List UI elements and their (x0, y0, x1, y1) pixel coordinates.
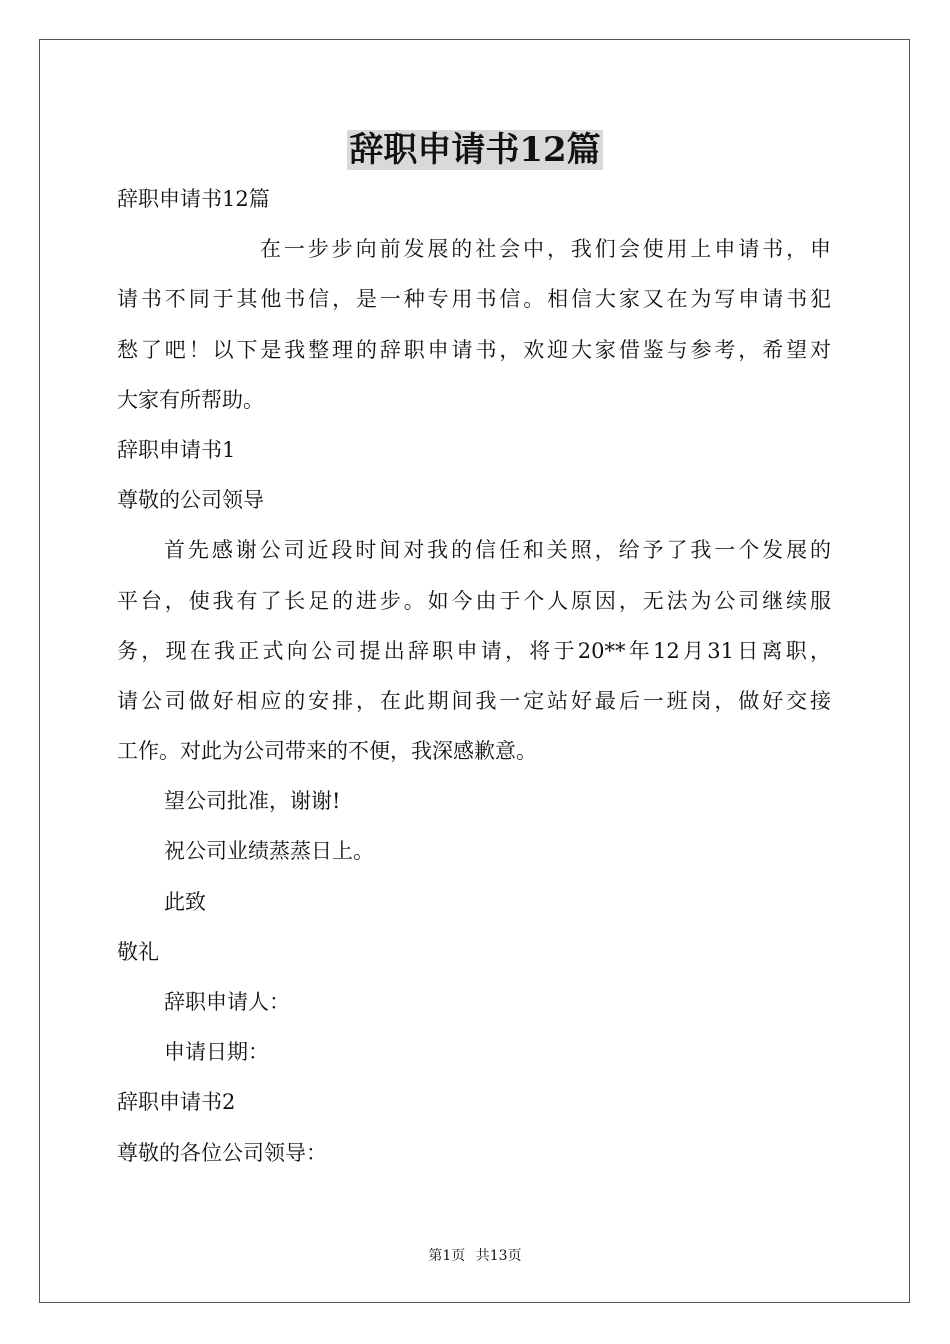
letter1-applicant: 辞职申请人： (164, 990, 290, 1014)
letter2-heading: 辞职申请书2 (117, 1090, 236, 1115)
page-footer (0, 1246, 950, 1266)
letter1-salutation: 尊敬的公司领导 (117, 488, 264, 513)
document-title-text: 辞职申请书12篇 (349, 130, 601, 170)
letter1-body-line-4: 请公司做好相应的安排，在此期间我一定站好最后一班岗，做好交接 (117, 688, 831, 713)
page-number: 第1页 (428, 1248, 466, 1264)
letter1-body-line-3: 务，现在我正式向公司提出辞职申请，将于20**年12月31日离职， (117, 638, 831, 663)
letter1-body-line-2: 平台，使我有了长足的进步。如今由于个人原因，无法为公司继续服 (117, 588, 831, 613)
document-title (0, 126, 950, 174)
letter1-closing-2: 敬礼 (117, 939, 159, 964)
intro-line-2: 请书不同于其他书信，是一种专用书信。相信大家又在为写申请书犯 (117, 287, 831, 312)
subtitle: 辞职申请书12篇 (117, 187, 270, 211)
document-body (117, 174, 837, 1178)
letter1-wish: 祝公司业绩蒸蒸日上。 (164, 839, 374, 864)
letter2-salutation: 尊敬的各位公司领导： (117, 1140, 327, 1165)
letter1-body-line-5: 工作。对此为公司带来的不便，我深感歉意。 (117, 739, 537, 764)
letter1-hope: 望公司批准，谢谢! (164, 789, 341, 814)
intro-line-4: 大家有所帮助。 (117, 387, 264, 412)
letter1-closing-1: 此致 (164, 889, 206, 914)
letter1-heading: 辞职申请书1 (117, 437, 236, 462)
page-total: 共13页 (475, 1248, 522, 1264)
intro-line-1: 在一步步向前发展的社会中，我们会使用上申请书，申 (260, 237, 831, 262)
letter1-body-line-1: 首先感谢公司近段时间对我的信任和关照，给予了我一个发展的 (164, 538, 831, 563)
intro-line-3: 愁了吧！以下是我整理的辞职申请书，欢迎大家借鉴与参考，希望对 (117, 337, 831, 362)
letter1-date: 申请日期： (164, 1040, 269, 1065)
